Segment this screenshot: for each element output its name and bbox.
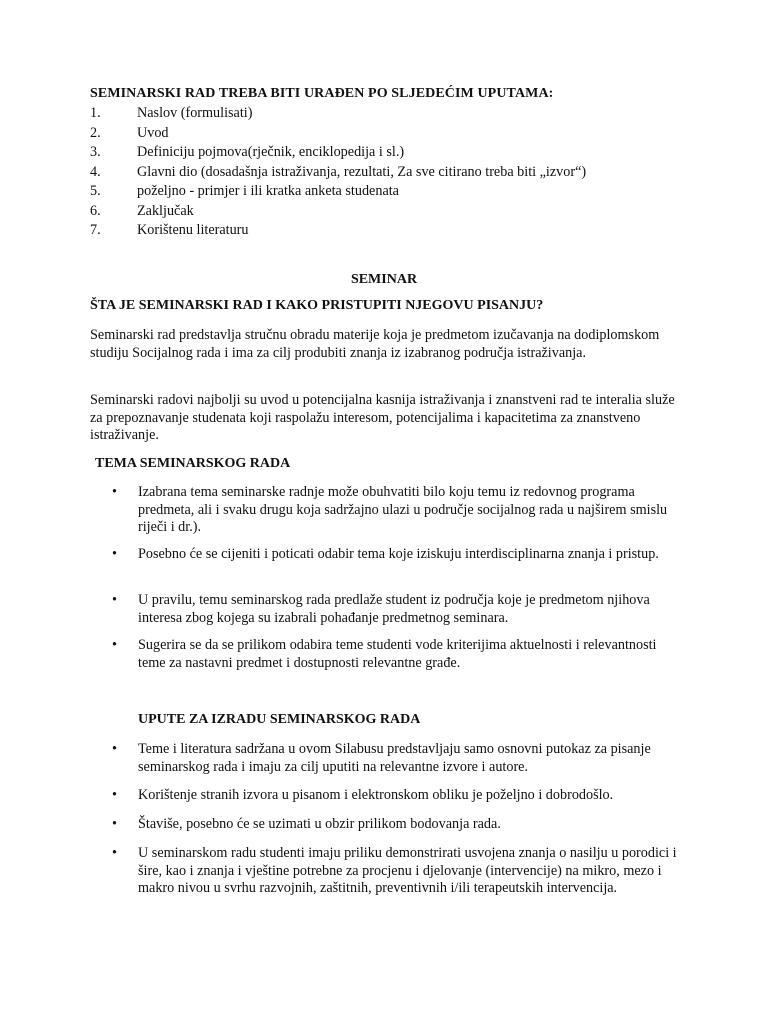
list-text: poželjno - primjer i ili kratka anketa studenata <box>137 183 399 199</box>
list-text: Zaključak <box>137 202 194 219</box>
bullet-text: U pravilu, temu seminarskog rada predlaže student iz područja koje je predmetom njihova interesa zbog kojega su izabrali pohađanje predmetnog seminara. <box>138 592 650 626</box>
list-item <box>90 163 586 183</box>
list-number: 1. <box>90 105 101 121</box>
bullet-icon: • <box>112 787 117 803</box>
list-item <box>90 182 586 202</box>
list-number: 6. <box>90 202 101 219</box>
list-item <box>90 202 586 222</box>
list-text: Definiciju pojmova(rječnik, enciklopedija i sl.) <box>137 144 405 160</box>
bullet-icon: • <box>112 741 117 757</box>
seminar-title: SEMINAR <box>350 272 418 287</box>
bullet-text: Sugerira se da se prilikom odabira teme studenti vode kriterijima aktuelnosti i relevantnosti teme za nastavni predmet i dostupnosti relevantne građe. <box>138 637 657 671</box>
bullet-icon: • <box>112 845 117 861</box>
bullet-text: Korištenje stranih izvora u pisanom i elektronskom obliku je poželjno i dobrodošlo. <box>138 787 614 803</box>
bullet-item <box>112 546 659 564</box>
list-text: Glavni dio (dosadašnja istraživanja, rezultati, Za sve citirano treba biti „izvor“) <box>137 163 587 180</box>
list-number: 7. <box>90 222 101 238</box>
bullet-item <box>112 592 677 627</box>
bullet-icon: • <box>112 546 117 562</box>
bullet-item <box>112 637 677 672</box>
upute-heading: UPUTE ZA IZRADU SEMINARSKOG RADA <box>138 712 421 727</box>
tema-heading: TEMA SEMINARSKOG RADA <box>95 456 291 471</box>
bullet-item <box>112 741 677 776</box>
instructions-heading: SEMINARSKI RAD TREBA BITI URAĐEN PO SLJEDEĆIM UPUTAMA: <box>90 86 554 101</box>
bullet-icon: • <box>112 592 117 608</box>
list-number: 5. <box>90 183 101 199</box>
bullet-text: Izabrana tema seminarske radnje može obuhvatiti bilo koju temu iz redovnog programa predmeta, ali i svaku drugu koja sadržajno ulazi u područje socijalnog rada u najširem smislu riječi i dr.). <box>138 484 668 535</box>
list-item <box>90 124 586 144</box>
bullet-item <box>112 787 613 805</box>
list-number: 4. <box>90 163 101 180</box>
bullet-icon: • <box>112 637 117 653</box>
required-sections-list <box>90 104 586 241</box>
bullet-text: Posebno će se cijeniti i poticati odabir tema koje iziskuju interdisciplinarna znanja i pristup. <box>138 546 659 562</box>
bullet-icon: • <box>112 484 117 500</box>
paragraph: Seminarski rad predstavlja stručnu obradu materije koja je predmetom izučavanja na dodiplomskom studiju Socijalnog rada i ima za cilj produbiti znanja iz izabranog područja istraživanja. <box>90 327 660 361</box>
tema-bullet-list <box>112 484 677 671</box>
bullet-item <box>112 816 501 834</box>
paragraph: Seminarski radovi najbolji su uvod u potencijalna kasnija istraživanja i znanstveni rad te interalia služe za prepoznavanje studenata koji raspolažu interesom, potencijalima i kapacitetima za znanstveno istraživanje. <box>90 392 675 443</box>
list-number: 2. <box>90 124 101 141</box>
list-item <box>90 143 586 163</box>
list-number: 3. <box>90 144 101 160</box>
bullet-text: U seminarskom radu studenti imaju priliku demonstrirati usvojena znanja o nasilju u porodici i šire, kao i znanja i vještine potrebne za procjenu i djelovanje (intervencije) na mikro, mezo i makro nivou u svrhu razvojnih, zaštitnih, preventivnih i/ili terapeutskih intervencija. <box>138 845 677 896</box>
question-heading: ŠTA JE SEMINARSKI RAD I KAKO PRISTUPITI NJEGOVU PISANJU? <box>90 298 544 313</box>
upute-bullet-list <box>112 741 677 896</box>
bullet-text: Teme i literatura sadržana u ovom Silabusu predstavljaju samo osnovni putokaz za pisanje seminarskog rada i imaju za cilj uputiti na relevantne izvore i autore. <box>138 741 651 775</box>
list-text: Uvod <box>137 124 169 141</box>
bullet-item <box>112 845 677 898</box>
list-text: Korištenu literaturu <box>137 222 249 238</box>
bullet-text: Štaviše, posebno će se uzimati u obzir prilikom bodovanja rada. <box>138 816 501 832</box>
list-item <box>90 104 586 124</box>
bullet-item <box>112 484 677 537</box>
list-item <box>90 221 586 241</box>
list-text: Naslov (formulisati) <box>137 105 253 121</box>
bullet-icon: • <box>112 816 117 832</box>
